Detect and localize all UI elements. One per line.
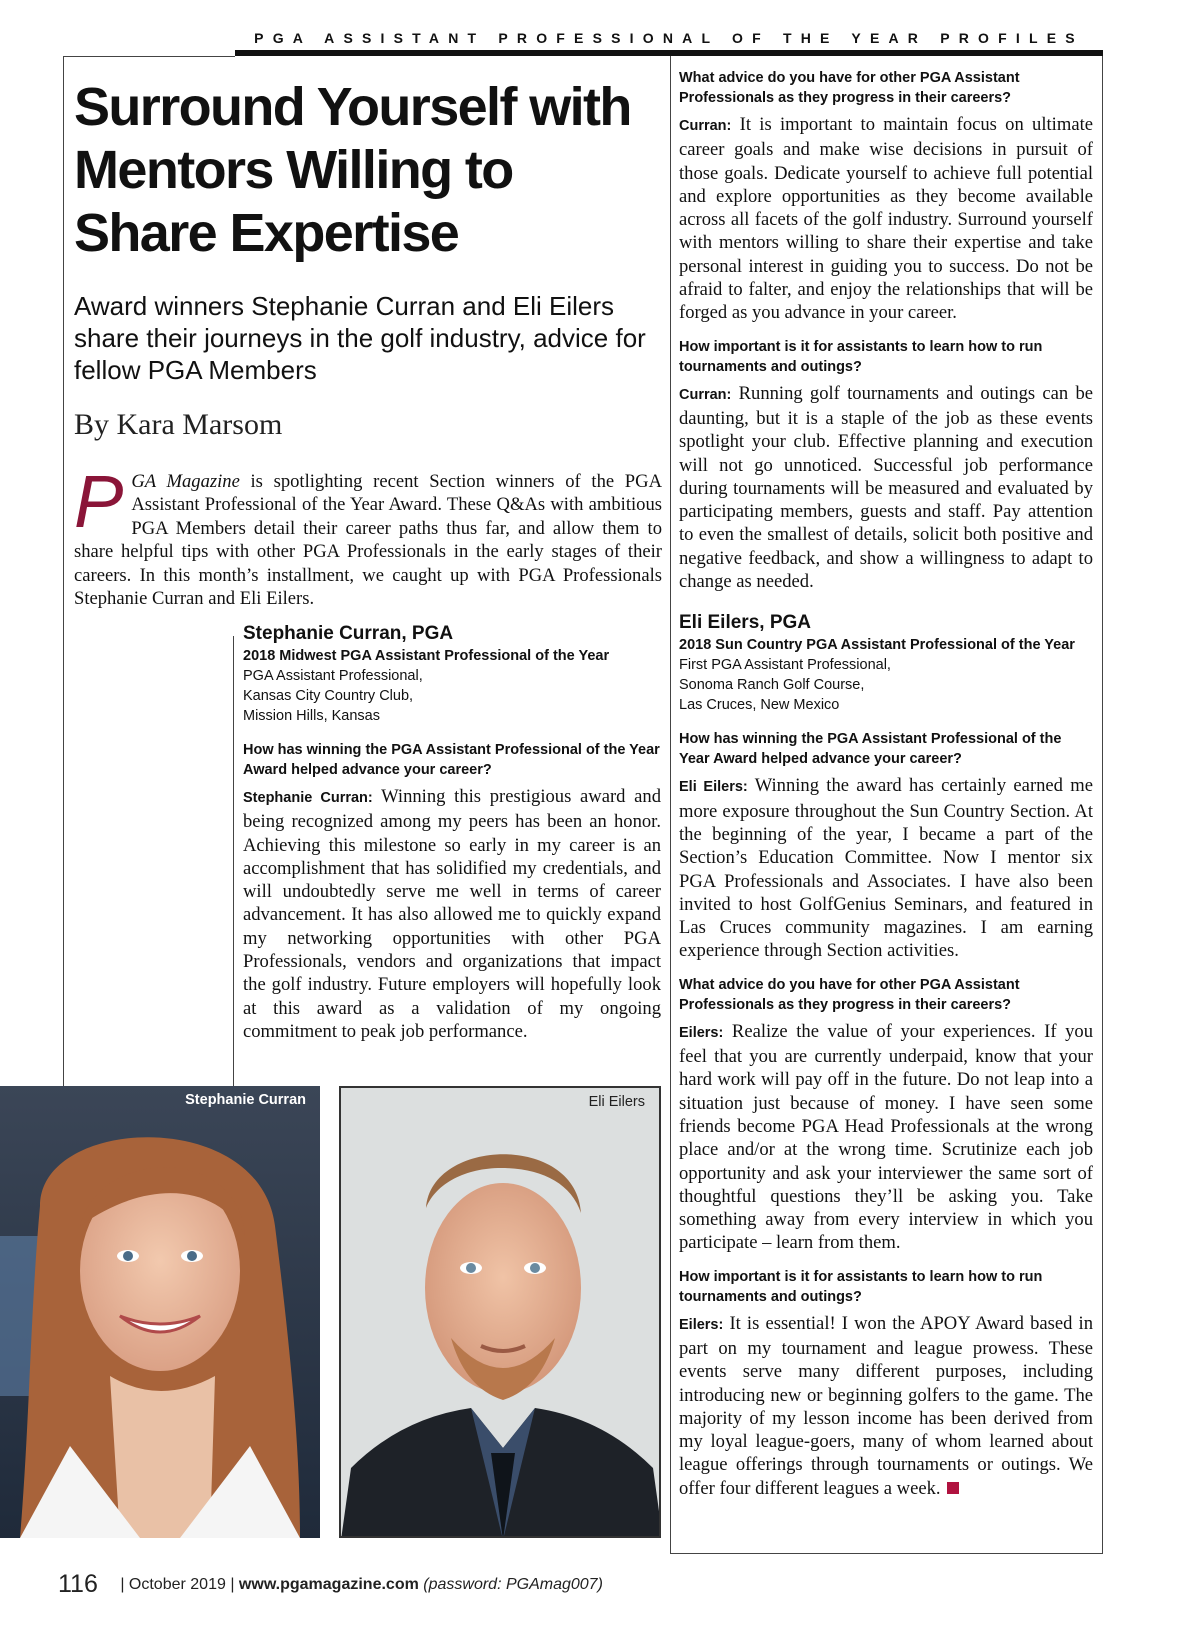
question: How important is it for assistants to learn how to run tournaments and outings? bbox=[679, 1268, 1043, 1305]
profile-role: First PGA Assistant Professional, bbox=[679, 657, 891, 674]
speaker: Eilers: bbox=[679, 1024, 724, 1041]
frame-line bbox=[670, 56, 671, 1553]
frame-line bbox=[670, 1553, 1103, 1554]
header-rule bbox=[235, 50, 1103, 56]
answer-text: Running golf tournaments and outings can be daunting, but it is a staple of the job as these events spotlight your club. Effective planning and execution will not go unnoticed. Successful job performance during tournaments will be measured and evaluated by participating members, guests and staff. Pay attention to even the smallest of details, solicit both positive and negative feedback, and show a willingness to adapt to change as needed. bbox=[679, 382, 1093, 593]
right-column bbox=[679, 68, 1093, 1500]
end-mark bbox=[947, 1482, 959, 1494]
curran-profile bbox=[243, 622, 661, 1043]
answer bbox=[679, 113, 1093, 325]
eilers-photo bbox=[339, 1086, 661, 1538]
photo-caption: Eli Eilers bbox=[588, 1094, 645, 1110]
answer-text: Winning the award has certainly earned me more exposure throughout the Sun Country Section. At the beginning of the year, I became a part of the Section’s Education Committee. Now I mentor six PGA Professionals and Associates. I have also been invited to host GolfGenius Seminars, and featured in Las Cruces community magazines. I am earning experience through Section activities. bbox=[679, 775, 1093, 962]
running-header: PGA ASSISTANT PROFESSIONAL OF THE YEAR PROFILES bbox=[254, 30, 1084, 46]
magazine-name: GA Magazine bbox=[131, 471, 240, 492]
article-subtitle: Award winners Stephanie Curran and Eli Eilers share their journeys in the golf industry, advice for fellow PGA Members bbox=[74, 291, 646, 385]
answer bbox=[679, 382, 1093, 594]
speaker: Curran: bbox=[679, 118, 732, 134]
answer bbox=[679, 1312, 1093, 1500]
photo-caption: Stephanie Curran bbox=[185, 1092, 306, 1108]
portrait-illustration bbox=[0, 1086, 320, 1538]
question: How important is it for assistants to learn how to run tournaments and outings? bbox=[679, 338, 1043, 375]
website-password: (password: PGAmag007) bbox=[423, 1576, 603, 1593]
answer-text: Realize the value of your experiences. If you feel that you are currently underpaid, know that your hard work will pay off in the future. Do not leap into a situation just because of money. I have seen some friends become PGA Head Professionals at the wrong place and/or at the wrong time. Scrutinize each job opportunity and ask your interviewer the same sort of thoughtful questions they’ll be asking you. Take something away from every interview in which you participate – learn from them. bbox=[679, 1020, 1093, 1254]
frame-line bbox=[1102, 56, 1103, 1553]
page-number: 116 bbox=[58, 1570, 98, 1598]
answer-text: It is important to maintain focus on ultimate career goals and make wise decisions in pursuit of those goals. Dedicate yourself to achieve full potential and explore opportunities as they become available across all facets of the golf industry. Surround yourself with mentors willing to share their expertise and take personal interest in guiding you to success. Do not be afraid to falter, and enjoy the relationships that will be forged as you advance in your career. bbox=[679, 114, 1093, 324]
portrait-illustration bbox=[341, 1088, 661, 1538]
answer bbox=[679, 1020, 1093, 1255]
frame-line bbox=[63, 56, 235, 57]
dropcap: P bbox=[74, 460, 124, 543]
speaker: Eli Eilers: bbox=[679, 779, 748, 796]
speaker: Stephanie Curran: bbox=[243, 790, 373, 806]
page-footer bbox=[58, 1570, 603, 1599]
frame-line bbox=[63, 56, 64, 1098]
profile-name: Eli Eilers, PGA bbox=[679, 612, 811, 634]
profile-location: Las Cruces, New Mexico bbox=[679, 697, 840, 714]
answer bbox=[679, 774, 1093, 962]
frame-line bbox=[233, 636, 234, 1089]
question: How has winning the PGA Assistant Professional of the Year Award helped advance your career? bbox=[243, 742, 660, 778]
article-title: Surround Yourself with Mentors Willing to Share Expertise bbox=[74, 77, 631, 263]
profile-club: Kansas City Country Club, bbox=[243, 688, 414, 704]
answer-text: It is essential! I won the APOY Award based in part on my tournament and league prowess. These events serve many different purposes, including introducing new or beginning golfers to the game. The majority of my lesson income has been derived from my loyal league-goers, many of whom learned about league offerings through tournaments or outings. We offer four different leagues a week. bbox=[679, 1312, 1093, 1499]
answer-text: Winning this prestigious award and being recognized among my peers has been an honor. Achieving this milestone so early in my career is an accomplishment that has solidified my credentials, and will undoubtedly serve me well in terms of career advancement. It has also allowed me to quickly expand my networking opportunities with other PGA Professionals, vendors and organizations that impact the golf industry. Future employers will hopefully look at this award as a validation of my ongoing commitment to peak job performance. bbox=[243, 786, 662, 1042]
intro-text: is spotlighting recent Section winners of the PGA Assistant Professional of the Year Award. These Q&As with ambitious PGA Members detail their career paths thus far, and allow them to share helpful tips with other PGA Professionals in the early stages of their careers. In this month’s installment, we caught up with PGA Professionals Stephanie Curran and Eli Eilers. bbox=[74, 471, 662, 610]
answer bbox=[243, 785, 661, 1043]
issue-date: | October 2019 | bbox=[120, 1576, 235, 1593]
profile-location: Mission Hills, Kansas bbox=[243, 708, 380, 724]
speaker: Curran: bbox=[679, 386, 732, 403]
profile-role: PGA Assistant Professional, bbox=[243, 668, 423, 684]
profile-award: 2018 Sun Country PGA Assistant Professional of the Year bbox=[679, 637, 1075, 654]
speaker: Eilers: bbox=[679, 1316, 724, 1333]
profile-club: Sonoma Ranch Golf Course, bbox=[679, 677, 865, 694]
question: How has winning the PGA Assistant Professional of the Year Award helped advance your career? bbox=[679, 731, 1062, 768]
question: What advice do you have for other PGA Assistant Professionals as they progress in their careers? bbox=[679, 976, 1020, 1013]
website-link[interactable]: www.pgamagazine.com bbox=[238, 1576, 419, 1593]
question: What advice do you have for other PGA Assistant Professionals as they progress in their careers? bbox=[679, 70, 1020, 106]
profile-award: 2018 Midwest PGA Assistant Professional of the Year bbox=[243, 648, 610, 664]
curran-photo bbox=[0, 1086, 320, 1538]
profile-name: Stephanie Curran, PGA bbox=[243, 623, 454, 644]
intro-paragraph bbox=[74, 460, 662, 610]
byline: By Kara Marsom bbox=[74, 408, 283, 441]
